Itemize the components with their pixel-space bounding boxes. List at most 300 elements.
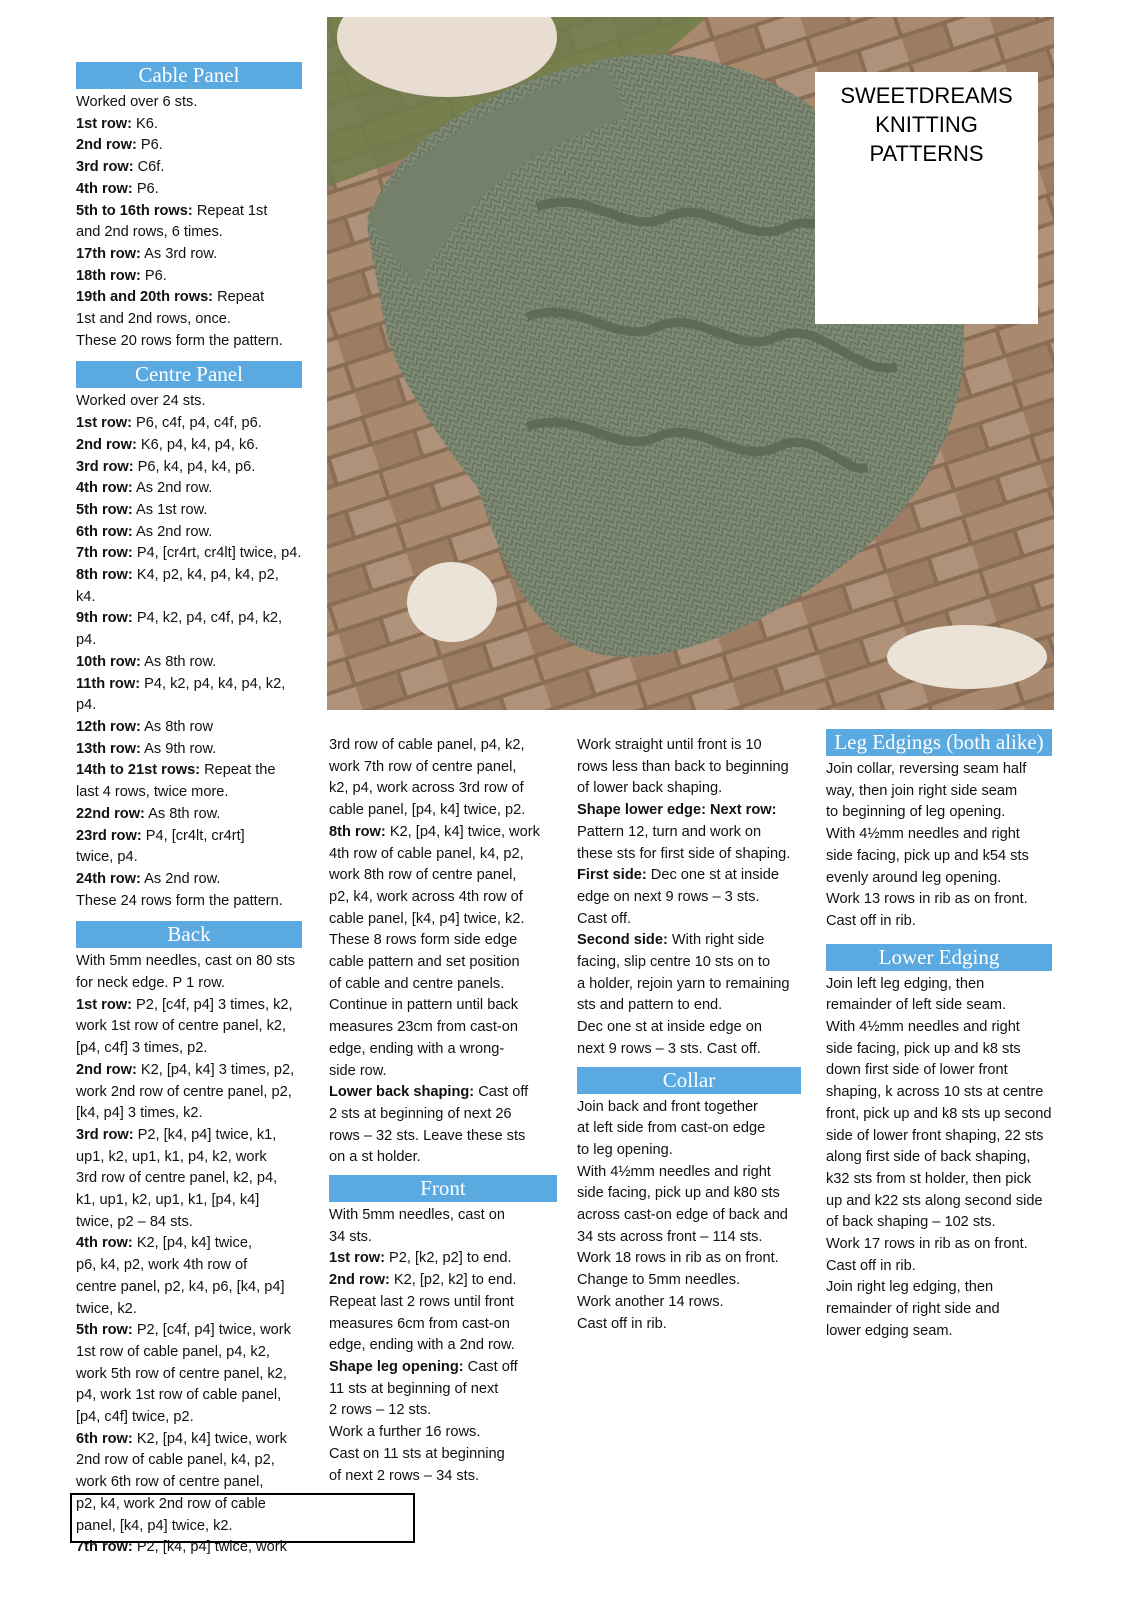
row-text: Worked over 24 sts. <box>76 393 206 410</box>
row-text: As 9th row. <box>140 740 217 757</box>
text-line <box>76 331 302 353</box>
row-text: Work a further 16 rows. <box>329 1424 481 1441</box>
row-text: across cast-on edge of back and <box>577 1207 788 1224</box>
row-text: work 5th row of centre panel, k2, <box>76 1365 287 1382</box>
row-label: Second side: <box>577 932 668 949</box>
row-text: With 5mm needles, cast on <box>329 1207 506 1224</box>
row-label: 13th row: <box>76 740 141 757</box>
row-label: 3rd row: <box>76 458 134 475</box>
row-text: cable panel, [k4, p4] twice, k2. <box>329 910 525 927</box>
row-text: Work 18 rows in rib as on front. <box>577 1250 779 1267</box>
row-text: K2, [p4, k4] twice, work <box>385 823 540 840</box>
text-line <box>826 824 1052 846</box>
row-text: of lower back shaping. <box>577 780 723 797</box>
row-text: Repeat last 2 rows until front <box>329 1293 514 1310</box>
text-line <box>329 930 557 952</box>
row-label: 2nd row: <box>76 137 137 154</box>
text-line <box>329 1082 557 1104</box>
row-text: Change to 5mm needles. <box>577 1272 741 1289</box>
row-label: 1st row: <box>329 1250 385 1267</box>
row-label: 5th row: <box>76 501 133 518</box>
text-line <box>329 1466 557 1488</box>
text-line <box>329 800 557 822</box>
text-line <box>577 822 801 844</box>
row-text: K4, p2, k4, p4, k4, p2, k4. <box>76 567 279 605</box>
row-text: K6. <box>131 115 158 132</box>
text-line <box>329 1104 557 1126</box>
text-line <box>76 1320 302 1342</box>
text-line <box>76 1060 302 1082</box>
text-line <box>76 869 302 891</box>
row-text: Dec one st at inside edge on <box>577 1019 762 1036</box>
text-line <box>76 1255 302 1277</box>
text-line <box>577 1205 801 1227</box>
row-text: Join left leg edging, then <box>826 975 985 992</box>
row-text: these sts for first side of shaping. <box>577 845 791 862</box>
text-line <box>76 309 302 331</box>
text-line <box>577 735 801 757</box>
row-text: side row. <box>329 1062 387 1079</box>
row-label: 1st row: <box>76 415 132 432</box>
row-text: on a st holder. <box>329 1149 421 1166</box>
text-line <box>76 1364 302 1386</box>
text-line <box>577 800 801 822</box>
collar-text <box>577 1097 801 1336</box>
text-line <box>826 1191 1052 1213</box>
row-text: measures 6cm from cast-on <box>329 1315 510 1332</box>
row-text: Work straight until front is 10 <box>577 737 762 753</box>
row-label: 22nd row: <box>76 805 145 822</box>
text-line <box>76 1342 302 1364</box>
text-line <box>826 1147 1052 1169</box>
back-text <box>76 951 302 1559</box>
row-text: P4, k2, p4, c4f, p4, k2, p4. <box>76 610 283 649</box>
leg-edgings-text <box>826 759 1052 933</box>
row-text: With 5mm needles, cast on 80 sts <box>76 953 295 970</box>
row-text: As 8th row. <box>144 805 221 822</box>
row-label: 3rd row: <box>76 159 134 176</box>
text-line <box>76 951 302 973</box>
front-text <box>329 1205 557 1487</box>
footer-box <box>70 1493 415 1543</box>
text-line <box>329 1270 557 1292</box>
text-line <box>329 1444 557 1466</box>
text-line <box>577 887 801 909</box>
logo-line-3: PATTERNS <box>869 141 984 166</box>
row-label: Shape leg opening: <box>329 1358 464 1375</box>
row-text: P6, c4f, p4, c4f, p6. <box>131 415 262 432</box>
row-text: side facing, pick up and k80 sts <box>577 1185 780 1202</box>
logo-box <box>815 72 1038 324</box>
row-text: Join right leg edging, then <box>826 1279 994 1296</box>
row-text: K6, p4, k4, p4, k6. <box>136 436 259 453</box>
row-label: 2nd row: <box>76 1061 137 1078</box>
row-text: side of lower front shaping, 22 sts <box>826 1127 1044 1144</box>
text-line <box>76 760 302 782</box>
text-line <box>76 717 302 739</box>
text-line <box>577 1183 801 1205</box>
back-continued-text <box>329 735 557 1169</box>
row-text: 34 sts. <box>329 1228 372 1245</box>
row-text: up1, k2, up1, k1, p4, k2, work <box>76 1148 267 1165</box>
text-line <box>577 1227 801 1249</box>
row-label: 12th row: <box>76 718 141 735</box>
text-line <box>329 887 557 909</box>
text-line <box>826 1126 1052 1148</box>
text-line <box>826 889 1052 911</box>
column-1 <box>76 62 302 1559</box>
row-text: 2nd row of cable panel, k4, p2, <box>76 1452 275 1469</box>
text-line <box>76 1450 302 1472</box>
text-line <box>826 759 1052 781</box>
text-line <box>329 1400 557 1422</box>
row-label: Lower back shaping: <box>329 1084 475 1101</box>
text-line <box>76 413 302 435</box>
text-line <box>826 1277 1052 1299</box>
cable-panel-heading: Cable Panel <box>76 62 302 89</box>
text-line <box>577 1039 801 1061</box>
row-text: These 8 rows form side edge <box>329 932 518 949</box>
column-4 <box>826 729 1052 1343</box>
text-line <box>76 1038 302 1060</box>
row-label: 5th to 16th rows: <box>76 202 193 219</box>
row-text: Join back and front together <box>577 1098 758 1115</box>
text-line <box>76 1212 302 1234</box>
text-line <box>76 847 302 869</box>
row-text: facing, slip centre 10 sts on to <box>577 954 771 971</box>
row-label: 4th row: <box>76 480 133 497</box>
text-line <box>329 1314 557 1336</box>
text-line <box>329 1147 557 1169</box>
text-line <box>76 1299 302 1321</box>
text-line <box>329 909 557 931</box>
text-line <box>826 1212 1052 1234</box>
row-text: p6, k4, p2, work 4th row of <box>76 1257 248 1274</box>
row-text: K2, [p4, k4] 3 times, p2, <box>136 1061 295 1078</box>
leg-edgings-heading: Leg Edgings (both alike) <box>826 729 1052 756</box>
row-label: 7th row: <box>76 1539 133 1556</box>
row-text: down first side of lower front <box>826 1062 1008 1079</box>
text-line <box>76 478 302 500</box>
row-text: side facing, pick up and k54 sts <box>826 847 1029 864</box>
text-line <box>76 543 302 565</box>
row-text: C6f. <box>133 159 165 176</box>
row-text: P6, k4, p4, k4, p6. <box>133 458 256 475</box>
lower-edging-text <box>826 974 1052 1343</box>
row-text: Cast off <box>463 1358 518 1375</box>
row-text: Work 17 rows in rib as on front. <box>826 1236 1028 1253</box>
text-line <box>577 844 801 866</box>
row-text: K2, [p4, k4] twice, work <box>132 1430 287 1447</box>
front-heading: Front <box>329 1175 557 1202</box>
text-line <box>76 1407 302 1429</box>
text-line <box>76 1125 302 1147</box>
row-label: Shape lower edge: Next row: <box>577 802 777 819</box>
row-text: evenly around leg opening. <box>826 869 1002 886</box>
text-line <box>577 1314 801 1336</box>
text-line <box>329 865 557 887</box>
text-line <box>76 457 302 479</box>
column-3 <box>577 735 801 1335</box>
row-label: 6th row: <box>76 523 133 540</box>
text-line <box>76 1385 302 1407</box>
row-label: First side: <box>577 867 647 884</box>
text-line <box>329 952 557 974</box>
row-label: 4th row: <box>76 1235 133 1252</box>
text-line <box>76 500 302 522</box>
front-continued-text <box>577 735 801 1061</box>
row-text: to beginning of leg opening. <box>826 804 1006 821</box>
text-line <box>329 1335 557 1357</box>
text-line <box>76 739 302 761</box>
row-text: to leg opening. <box>577 1141 673 1158</box>
row-label: 18th row: <box>76 267 141 284</box>
row-label: 11th row: <box>76 675 141 692</box>
row-text: Cast off in rib. <box>826 912 916 929</box>
row-text: cable pattern and set position <box>329 954 520 971</box>
text-line <box>577 1017 801 1039</box>
row-text: rows – 32 sts. Leave these sts <box>329 1127 526 1144</box>
row-text: P2, [k4, p4] twice, work <box>132 1539 287 1556</box>
text-line <box>76 266 302 288</box>
text-line <box>826 974 1052 996</box>
text-line <box>76 287 302 309</box>
text-line <box>826 1039 1052 1061</box>
row-text: With right side <box>667 932 765 949</box>
row-text: As 8th row. <box>140 653 217 670</box>
row-text: at left side from cast-on edge <box>577 1120 766 1137</box>
row-text: P2, [c4f, p4] 3 times, k2, <box>131 996 293 1013</box>
row-label: 2nd row: <box>329 1272 390 1289</box>
row-text: Continue in pattern until back <box>329 997 519 1014</box>
row-text: of back shaping – 102 sts. <box>826 1214 996 1231</box>
text-line <box>329 1227 557 1249</box>
row-text: Dec one st at inside <box>646 867 779 884</box>
text-line <box>76 435 302 457</box>
row-text: k32 sts from st holder, then pick <box>826 1170 1032 1187</box>
text-line <box>76 157 302 179</box>
row-label: 9th row: <box>76 610 133 627</box>
row-label: 24th row: <box>76 870 141 887</box>
row-text: 4th row of cable panel, k4, p2, <box>329 845 524 862</box>
text-line <box>76 652 302 674</box>
row-text: P2, [c4f, p4] twice, work <box>132 1322 291 1339</box>
row-text: [k4, p4] 3 times, k2. <box>76 1105 203 1122</box>
back-heading: Back <box>76 921 302 948</box>
row-text: Join collar, reversing seam half <box>826 761 1027 777</box>
text-line <box>329 844 557 866</box>
row-label: 19th and 20th rows: <box>76 289 214 306</box>
row-text: P6. <box>132 180 159 197</box>
text-line <box>329 1061 557 1083</box>
text-line <box>76 1277 302 1299</box>
row-label: 4th row: <box>76 180 133 197</box>
text-line <box>76 391 302 413</box>
text-line <box>329 1039 557 1061</box>
row-text: As 1st row. <box>132 501 208 518</box>
text-line <box>826 846 1052 868</box>
row-label: 1st row: <box>76 996 132 1013</box>
row-text: P4, [cr4lt, cr4rt] <box>141 827 245 844</box>
text-line <box>577 1248 801 1270</box>
row-text: 34 sts across front – 114 sts. <box>577 1228 763 1245</box>
row-label: 17th row: <box>76 245 141 262</box>
text-line <box>577 1097 801 1119</box>
text-line <box>826 995 1052 1017</box>
text-line <box>76 222 302 244</box>
row-text: As 2nd row. <box>132 480 213 497</box>
text-line <box>329 1017 557 1039</box>
text-line <box>826 1169 1052 1191</box>
row-text: work 8th row of centre panel, <box>329 867 517 884</box>
row-label: 3rd row: <box>76 1126 134 1143</box>
row-text: As 2nd row. <box>132 523 213 540</box>
column-2 <box>329 735 557 1487</box>
text-line <box>577 1140 801 1162</box>
text-line <box>329 1126 557 1148</box>
row-text: With 4½mm needles and right <box>826 826 1020 843</box>
row-text: along first side of back shaping, <box>826 1149 1031 1166</box>
row-text: panel, [k4, p4] twice, k2. <box>76 1517 233 1534</box>
text-line <box>577 909 801 931</box>
row-text: side facing, pick up and k8 sts <box>826 1040 1021 1057</box>
row-label: 5th row: <box>76 1322 133 1339</box>
row-label: 7th row: <box>76 545 133 562</box>
row-label: 6th row: <box>76 1430 133 1447</box>
row-text: edge, ending with a wrong- <box>329 1040 505 1057</box>
text-line <box>577 1270 801 1292</box>
row-text: With 4½mm needles and right <box>826 1019 1020 1036</box>
row-text: edge on next 9 rows – 3 sts. <box>577 888 760 905</box>
row-text: shaping, k across 10 sts at centre <box>826 1084 1044 1101</box>
row-text: Cast on 11 sts at beginning <box>329 1445 505 1462</box>
row-text: P6. <box>140 267 167 284</box>
text-line <box>826 1104 1052 1126</box>
row-text: [p4, c4f] twice, p2. <box>76 1409 194 1426</box>
row-text: last 4 rows, twice more. <box>76 784 229 801</box>
row-label: 23rd row: <box>76 827 142 844</box>
row-text: cable panel, [p4, k4] twice, p2. <box>329 802 526 819</box>
row-text: twice, p2 – 84 sts. <box>76 1213 193 1230</box>
text-line <box>329 1422 557 1444</box>
text-line <box>76 135 302 157</box>
row-text: Repeat 1st <box>192 202 268 219</box>
lower-edging-heading: Lower Edging <box>826 944 1052 971</box>
row-text: way, then join right side seam <box>826 782 1018 799</box>
row-text: P4, k2, p4, k4, p4, k2, p4. <box>76 675 286 714</box>
row-text: Cast off. <box>577 910 632 927</box>
text-line <box>76 608 302 651</box>
text-line <box>76 565 302 608</box>
row-text: next 9 rows – 3 sts. Cast off. <box>577 1040 761 1057</box>
row-text: K2, [p2, k2] to end. <box>389 1272 517 1289</box>
text-line <box>826 781 1052 803</box>
row-text: Cast off <box>474 1084 529 1101</box>
row-text: These 24 rows form the pattern. <box>76 892 283 909</box>
text-line <box>76 674 302 717</box>
row-text: and 2nd rows, 6 times. <box>76 224 223 241</box>
row-text: of next 2 rows – 34 sts. <box>329 1467 480 1484</box>
row-text: edge, ending with a 2nd row. <box>329 1337 515 1354</box>
row-text: 3rd row of centre panel, k2, p4, <box>76 1170 278 1187</box>
text-line <box>76 179 302 201</box>
row-label: 8th row: <box>76 567 133 584</box>
text-line <box>76 1472 302 1494</box>
row-text: remainder of right side and <box>826 1301 1000 1318</box>
row-text: Repeat the <box>200 762 276 779</box>
text-line <box>329 757 557 779</box>
row-text: These 20 rows form the pattern. <box>76 332 283 349</box>
row-text: work 2nd row of centre panel, p2, <box>76 1083 292 1100</box>
text-line <box>76 995 302 1017</box>
text-line <box>76 1016 302 1038</box>
cable-panel-text <box>76 92 302 352</box>
row-text: work 7th row of centre panel, <box>329 758 517 775</box>
text-line <box>76 244 302 266</box>
row-text: centre panel, p2, k4, p6, [k4, p4] <box>76 1278 285 1295</box>
row-text: P4, [cr4rt, cr4lt] twice, p4. <box>132 545 302 562</box>
row-text: As 3rd row. <box>140 245 218 262</box>
text-line <box>76 1429 302 1451</box>
text-line <box>577 757 801 779</box>
text-line <box>577 1118 801 1140</box>
text-line <box>329 1292 557 1314</box>
text-line <box>577 865 801 887</box>
text-line <box>76 1168 302 1190</box>
text-line <box>329 995 557 1017</box>
text-line <box>577 778 801 800</box>
text-line <box>329 974 557 996</box>
row-text: twice, p4. <box>76 849 138 866</box>
text-line <box>329 1205 557 1227</box>
text-line <box>826 1082 1052 1104</box>
row-text: Repeat <box>213 289 265 306</box>
row-text: k2, p4, work across 3rd row of <box>329 780 524 797</box>
text-line <box>329 1357 557 1379</box>
row-text: rows less than back to beginning <box>577 758 789 775</box>
row-label: 1st row: <box>76 115 132 132</box>
text-line <box>826 1256 1052 1278</box>
row-text: Cast off in rib. <box>826 1257 916 1274</box>
row-text: p2, k4, work 2nd row of cable <box>76 1495 266 1512</box>
text-line <box>76 1147 302 1169</box>
text-line <box>76 782 302 804</box>
text-line <box>577 1292 801 1314</box>
row-text: 1st and 2nd rows, once. <box>76 311 231 328</box>
row-text: remainder of left side seam. <box>826 997 1007 1014</box>
text-line <box>76 1082 302 1104</box>
text-line <box>826 1299 1052 1321</box>
row-label: 10th row: <box>76 653 141 670</box>
row-text: for neck edge. P 1 row. <box>76 975 226 992</box>
row-text: P2, [k2, p2] to end. <box>384 1250 512 1267</box>
row-text: a holder, rejoin yarn to remaining <box>577 975 790 992</box>
text-line <box>826 1017 1052 1039</box>
row-label: 14th to 21st rows: <box>76 762 201 779</box>
text-line <box>577 930 801 952</box>
row-text: K2, [p4, k4] twice, <box>132 1235 253 1252</box>
row-text: Cast off in rib. <box>577 1315 667 1332</box>
row-text: As 2nd row. <box>140 870 221 887</box>
text-line <box>826 1321 1052 1343</box>
text-line <box>826 868 1052 890</box>
collar-heading: Collar <box>577 1067 801 1094</box>
row-text: front, pick up and k8 sts up second <box>826 1105 1052 1122</box>
text-line <box>826 911 1052 933</box>
row-text: 11 sts at beginning of next <box>329 1380 499 1397</box>
text-line <box>76 92 302 114</box>
text-line <box>329 778 557 800</box>
